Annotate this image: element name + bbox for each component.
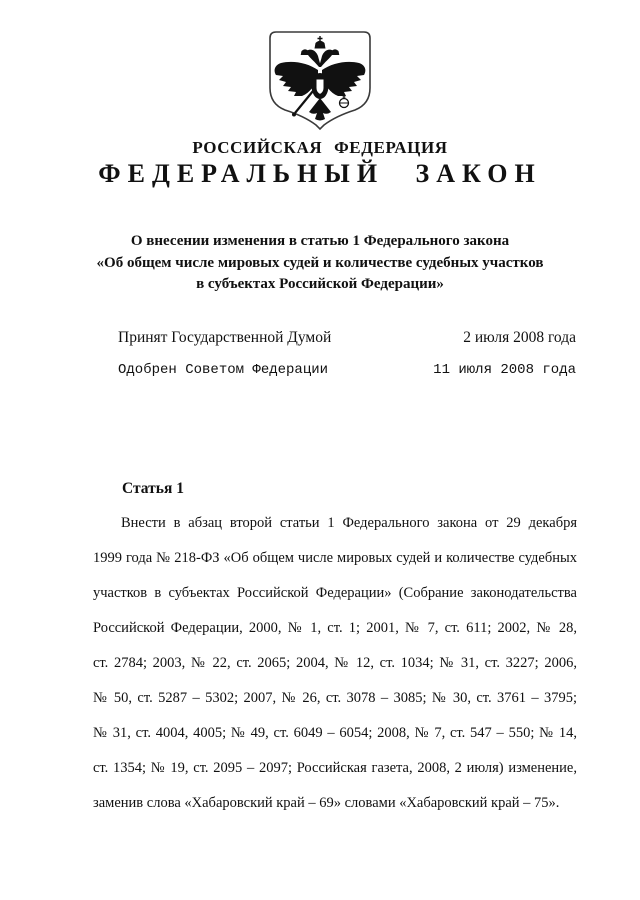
approved-by-council-row (118, 362, 576, 378)
law-title-line: в субъектах Российской Федерации» (196, 276, 444, 292)
law-title-line: «Об общем числе мировых судей и количестве судебных участков (96, 254, 544, 271)
adoption-block (118, 329, 576, 378)
body-line: № 50, ст. 5287 – 5302; 2007, № 26, ст. 3078 – 3085; № 30, ст. 3761 – 3795; (93, 690, 577, 706)
document-type-heading: ФЕДЕРАЛЬНЫЙ ЗАКОН (98, 159, 542, 188)
double-headed-eagle-icon (268, 31, 372, 131)
article-1-body (93, 506, 577, 821)
adopted-by-duma-label: Принят Государственной Думой (118, 329, 332, 346)
body-line: ст. 1354; № 19, ст. 2095 – 2097; Российская газета, 2008, 2 июля) изменение, (93, 760, 577, 776)
approved-by-council-date: 11 июля 2008 года (433, 362, 576, 378)
law-title (55, 231, 585, 296)
body-line: Российской Федерации, 2000, № 1, ст. 1; 2001, № 7, ст. 611; 2002, № 28, (93, 620, 577, 636)
adopted-by-duma-date: 2 июля 2008 года (463, 329, 576, 346)
body-line: заменив слова «Хабаровский край – 69» словами «Хабаровский край – 75». (93, 795, 560, 811)
body-line: 1999 года № 218-ФЗ «Об общем числе мировых судей и количестве судебных (93, 550, 577, 566)
body-line: № 31, ст. 4004, 4005; № 49, ст. 6049 – 6054; 2008, № 7, ст. 547 – 550; № 14, (93, 725, 577, 741)
body-line: участков в субъектах Российской Федерации» (Собрание законодательства (93, 585, 577, 601)
country-name: РОССИЙСКАЯ ФЕДЕРАЦИЯ (192, 138, 448, 157)
body-line: Внести в абзац второй статьи 1 Федерального закона от 29 декабря (121, 515, 577, 531)
approved-by-council-label: Одобрен Советом Федерации (118, 362, 329, 378)
adopted-by-duma-row (118, 329, 576, 347)
coat-of-arms (268, 31, 372, 131)
body-line: ст. 2784; 2003, № 22, ст. 2065; 2004, № 12, ст. 1034; № 31, ст. 3227; 2006, (93, 655, 577, 671)
article-1-heading: Статья 1 (122, 480, 184, 497)
law-title-line: О внесении изменения в статью 1 Федерального закона (130, 233, 510, 249)
